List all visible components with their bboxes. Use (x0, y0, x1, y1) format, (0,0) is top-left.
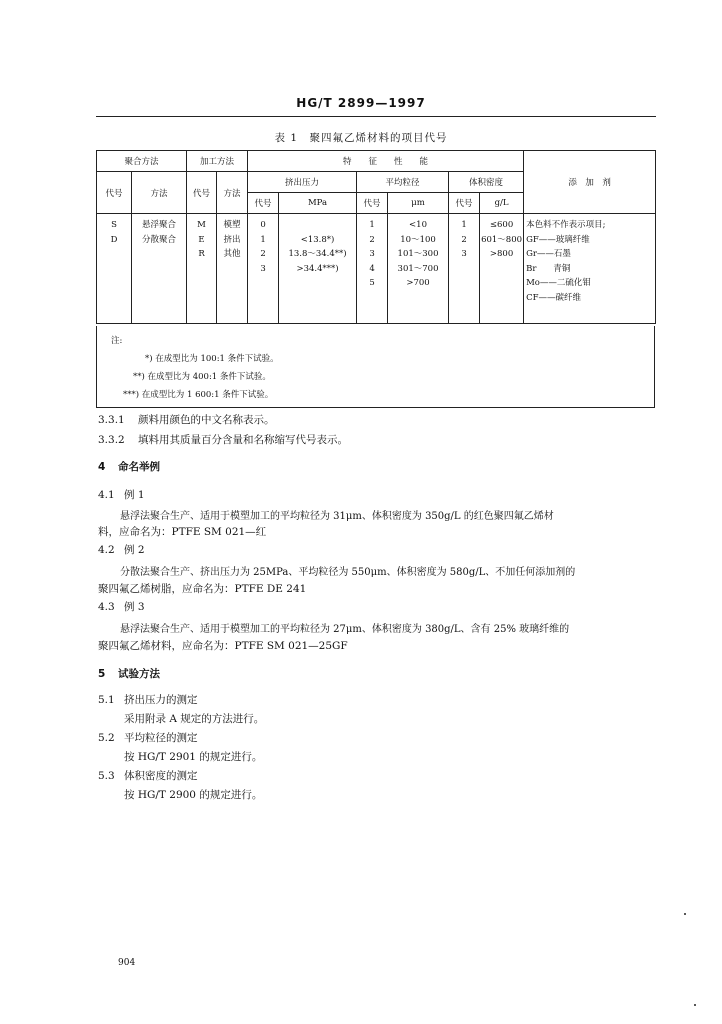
additives-cell (524, 214, 656, 324)
dens-values-cell (480, 214, 524, 324)
clause-text: 例 1 (124, 489, 145, 501)
clause-text: 颜料用颜色的中文名称表示。 (138, 414, 275, 426)
proc-code: R (198, 249, 205, 259)
part-values-cell (388, 214, 449, 324)
table-notes (96, 326, 655, 408)
poly-method: 悬浮聚合 (142, 220, 177, 230)
clause-number: 4.1 (98, 489, 115, 501)
ext-code-header: 代号 (248, 193, 279, 214)
header-processing: 加工方法 (187, 151, 248, 172)
poly-method: 分散聚合 (142, 234, 177, 245)
dens-value: >800 (489, 249, 514, 259)
poly-code: D (110, 234, 118, 245)
example-1-line-2: 料，应命名为：PTFE SM 021—红 (98, 526, 267, 538)
unit-um: μm (388, 193, 449, 214)
clause-5-3 (98, 768, 198, 783)
clause-number: 4.3 (98, 601, 115, 613)
header-additive: 添 加 剂 (524, 151, 656, 214)
dens-code: 3 (461, 249, 467, 259)
clause-number: 3.3.2 (98, 434, 125, 446)
clause-number: 5.2 (98, 732, 115, 744)
header-rule (96, 116, 656, 117)
dens-value: 601～800 (481, 234, 523, 245)
additive-item: Mo——二硫化钼 (526, 278, 591, 288)
table-caption: 表 1 聚四氟乙烯材料的项目代号 (274, 132, 448, 144)
part-value: >700 (406, 278, 430, 288)
header-features: 特 征 性 能 (248, 151, 524, 172)
proc-method: 其他 (223, 249, 241, 259)
clause-number: 4.2 (98, 544, 115, 556)
poly-codes-cell (97, 214, 132, 324)
clause-text: 挤出压力的测定 (124, 694, 198, 706)
part-codes-cell (357, 214, 388, 324)
clause-text: 例 2 (124, 544, 145, 556)
material-code-table (96, 150, 656, 324)
part-code: 2 (369, 234, 375, 245)
ext-value (279, 218, 356, 233)
clause-4-1 (98, 487, 145, 502)
clause-text: 例 3 (124, 601, 145, 613)
proc-code: M (197, 220, 206, 230)
dens-codes-cell (449, 214, 480, 324)
ext-value: >34.4***) (296, 263, 339, 274)
additive-item: 本色料不作表示项目; (526, 220, 606, 230)
additive-item: Br 青铜 (526, 263, 571, 274)
proc-code-header: 代号 (187, 172, 217, 214)
part-value: <10 (409, 220, 427, 230)
unit-mpa: MPa (279, 193, 357, 214)
note-item: ***) 在成型比为 1 600:1 条件下试验。 (123, 390, 274, 400)
additive-item: CF——碳纤维 (526, 292, 581, 303)
proc-method: 挤出 (223, 234, 241, 245)
poly-methods-cell (132, 214, 187, 324)
header-density: 体积密度 (449, 172, 524, 193)
section-number: 5 (98, 668, 106, 680)
clause-5-3-body: 按 HG/T 2900 的规定进行。 (124, 789, 263, 801)
scan-speck (694, 1004, 696, 1006)
dens-value: ≤600 (489, 220, 514, 230)
proc-method: 模塑 (223, 220, 241, 230)
part-code: 4 (369, 263, 375, 274)
proc-codes-cell (187, 214, 217, 324)
unit-gl: g/L (480, 193, 524, 214)
note-title: 注: (111, 336, 123, 346)
section-4-heading (98, 459, 160, 474)
document-header: HG/T 2899—1997 (296, 96, 426, 110)
clause-4-2 (98, 542, 145, 557)
ext-value: <13.8*) (300, 234, 335, 245)
clause-3-3-2 (98, 432, 348, 447)
note-item: **) 在成型比为 400:1 条件下试验。 (133, 372, 271, 382)
ext-code: 1 (260, 234, 266, 245)
example-3-line-1: 悬浮法聚合生产、适用于模塑加工的平均粒径为 27μm、体积密度为 380g/L、含有 25% 玻璃纤维的 (120, 624, 570, 635)
proc-methods-cell (217, 214, 248, 324)
example-1-line-1: 悬浮法聚合生产、适用于模塑加工的平均粒径为 31μm、体积密度为 350g/L 的红色聚四氟乙烯材 (120, 511, 554, 522)
clause-text: 体积密度的测定 (124, 770, 198, 782)
clause-5-2 (98, 730, 198, 745)
part-value: 101～300 (397, 249, 439, 259)
ext-codes-cell (248, 214, 279, 324)
poly-code: S (111, 220, 117, 230)
page-number: 904 (118, 958, 136, 968)
clause-number: 5.1 (98, 694, 115, 706)
poly-code-header: 代号 (97, 172, 132, 214)
section-title: 命名举例 (118, 461, 160, 473)
ext-value: 13.8～34.4**) (288, 249, 347, 259)
scan-speck (684, 913, 686, 915)
header-particle: 平均粒径 (357, 172, 449, 193)
section-number: 4 (98, 461, 106, 473)
part-code: 3 (369, 249, 375, 259)
ext-code: 0 (260, 220, 266, 230)
clause-4-3 (98, 599, 145, 614)
additive-item: Gr——石墨 (526, 249, 571, 259)
note-item: *) 在成型比为 100:1 条件下试验。 (145, 354, 279, 364)
example-3-line-2: 聚四氟乙烯材料，应命名为：PTFE SM 021—25GF (98, 640, 348, 652)
dens-code-header: 代号 (449, 193, 480, 214)
example-2-line-2: 聚四氟乙烯树脂，应命名为：PTFE DE 241 (98, 583, 307, 595)
clause-number: 5.3 (98, 770, 115, 782)
clause-5-1 (98, 692, 198, 707)
part-value: 10～100 (400, 234, 436, 245)
dens-code: 2 (461, 234, 467, 245)
dens-code: 1 (461, 220, 467, 230)
section-5-heading (98, 666, 160, 681)
ext-code: 3 (260, 263, 266, 274)
clause-number: 3.3.1 (98, 414, 125, 426)
example-2-line-1: 分散法聚合生产、挤出压力为 25MPa、平均粒径为 550μm、体积密度为 580g/L、不加任何添加剂的 (120, 567, 576, 578)
header-extrusion: 挤出压力 (248, 172, 357, 193)
poly-method-header: 方法 (132, 172, 187, 214)
clause-5-2-body: 按 HG/T 2901 的规定进行。 (124, 751, 263, 763)
part-code: 5 (369, 278, 375, 288)
clause-3-3-1 (98, 412, 275, 427)
proc-method-header: 方法 (217, 172, 248, 214)
additive-item: GF——玻璃纤维 (526, 234, 590, 245)
clause-text: 填料用其质量百分含量和名称缩写代号表示。 (138, 434, 348, 446)
clause-text: 平均粒径的测定 (124, 732, 198, 744)
part-value: 301～700 (397, 263, 439, 274)
clause-5-1-body: 采用附录 A 规定的方法进行。 (124, 713, 265, 725)
section-title: 试验方法 (118, 668, 160, 680)
proc-code: E (198, 234, 205, 245)
part-code-header: 代号 (357, 193, 388, 214)
ext-values-cell (279, 214, 357, 324)
header-polymerization: 聚合方法 (97, 151, 187, 172)
part-code: 1 (369, 220, 375, 230)
ext-code: 2 (260, 249, 266, 259)
